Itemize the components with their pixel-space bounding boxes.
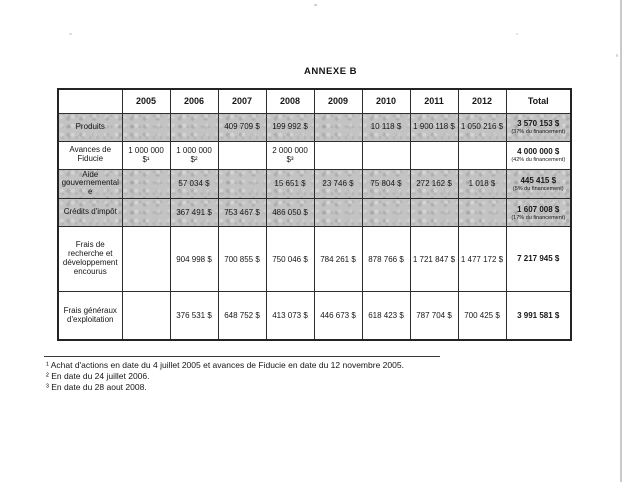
cell-value: 413 073 $ [266,292,314,340]
total-value: 3 991 581 $ [517,310,560,320]
scan-speck [314,4,317,6]
cell-total [506,199,571,227]
total-value: 445 415 $ [520,175,557,185]
footnotes [46,360,546,393]
annexe-b-table [57,88,572,341]
row-label: Aide gouvernementale [58,169,122,199]
footnote-3: ³ En date du 28 aout 2008. [46,382,147,393]
cell-value: 1 000 000 $¹ [122,141,170,169]
cell-value [122,227,170,292]
scan-edge-artifact [620,0,622,482]
cell-value [362,199,410,227]
cell-value: 1 721 847 $ [410,227,458,292]
footnote-1: ¹ Achat d'actions en date du 4 juillet 2005 et avances de Fiducie en date du 12 novembre 2005. [46,360,404,370]
cell-value: 57 034 $ [170,169,218,199]
cell-value: 199 992 $ [266,113,314,141]
total-note: (17% du financement) [511,214,566,221]
cell-value [170,113,218,141]
cell-value: 753 467 $ [218,199,266,227]
footnote-2: ² En date du 24 juillet 2006. [46,371,150,382]
footnote-separator [44,356,440,357]
cell-total [506,169,571,199]
cell-value: 750 046 $ [266,227,314,292]
cell-value: 1 018 $ [458,169,506,199]
cell-value: 787 704 $ [410,292,458,340]
row-label: Avances de Fiducie [58,141,122,169]
table-row-frais-generaux [58,292,571,340]
total-value: 4 000 000 $ [517,146,560,156]
column-header-2010: 2010 [362,89,410,113]
column-header-total: Total [506,89,571,113]
cell-value: 1 477 172 $ [458,227,506,292]
cell-value [458,199,506,227]
table-header-row [58,89,571,113]
cell-value [314,141,362,169]
cell-value [362,141,410,169]
total-value: 7 217 945 $ [517,254,560,264]
cell-value [410,199,458,227]
column-header-2007: 2007 [218,89,266,113]
cell-total [506,227,571,292]
cell-value: 700 425 $ [458,292,506,340]
cell-value: 618 423 $ [362,292,410,340]
cell-value: 904 998 $ [170,227,218,292]
cell-value: 1 900 118 $ [410,113,458,141]
cell-value: 486 050 $ [266,199,314,227]
cell-value: 648 752 $ [218,292,266,340]
cell-value: 367 491 $ [170,199,218,227]
cell-value: 784 261 $ [314,227,362,292]
scan-speck [616,54,618,57]
cell-value [122,292,170,340]
cell-value: 446 673 $ [314,292,362,340]
cell-value: 272 162 $ [410,169,458,199]
cell-value: 2 000 000 $³ [266,141,314,169]
table-row-avances-de-fiducie [58,141,571,169]
table-row-produits [58,113,571,141]
cell-total [506,141,571,169]
scan-speck [516,33,518,35]
cell-value: 75 804 $ [362,169,410,199]
cell-total [506,113,571,141]
column-header-2009: 2009 [314,89,362,113]
scan-speck [69,33,72,35]
total-note: (37% du financement) [511,128,566,135]
table-row-aide-gouvernementale [58,169,571,199]
row-label: Frais de recherche et développement encourus [58,227,122,292]
cell-value: 23 746 $ [314,169,362,199]
column-header-2005: 2005 [122,89,170,113]
column-header-blank [58,89,122,113]
cell-value: 10 118 $ [362,113,410,141]
cell-value: 1 000 000 $² [170,141,218,169]
cell-value: 878 766 $ [362,227,410,292]
cell-value: 700 855 $ [218,227,266,292]
cell-value: 15 651 $ [266,169,314,199]
cell-value [218,141,266,169]
total-note: (5% du financement) [512,185,564,192]
total-note: (42% du financement) [511,156,566,163]
cell-value [314,199,362,227]
column-header-2011: 2011 [410,89,458,113]
page-title: ANNEXE B [303,66,358,77]
cell-value [458,141,506,169]
column-header-2012: 2012 [458,89,506,113]
total-value: 1 607 008 $ [517,204,560,214]
cell-value [122,199,170,227]
cell-value [218,169,266,199]
total-value: 3 570 153 $ [517,118,560,128]
cell-value: 376 531 $ [170,292,218,340]
cell-value [122,113,170,141]
row-label: Produits [58,113,122,141]
row-label: Frais généraux d'exploitation [58,292,122,340]
column-header-2008: 2008 [266,89,314,113]
cell-value [314,113,362,141]
table-row-credits-impot [58,199,571,227]
cell-value [122,169,170,199]
cell-total [506,292,571,340]
row-label: Crédits d'impôt [58,199,122,227]
column-header-2006: 2006 [170,89,218,113]
cell-value: 409 709 $ [218,113,266,141]
cell-value [410,141,458,169]
table-row-frais-recherche [58,227,571,292]
cell-value: 1 050 216 $ [458,113,506,141]
